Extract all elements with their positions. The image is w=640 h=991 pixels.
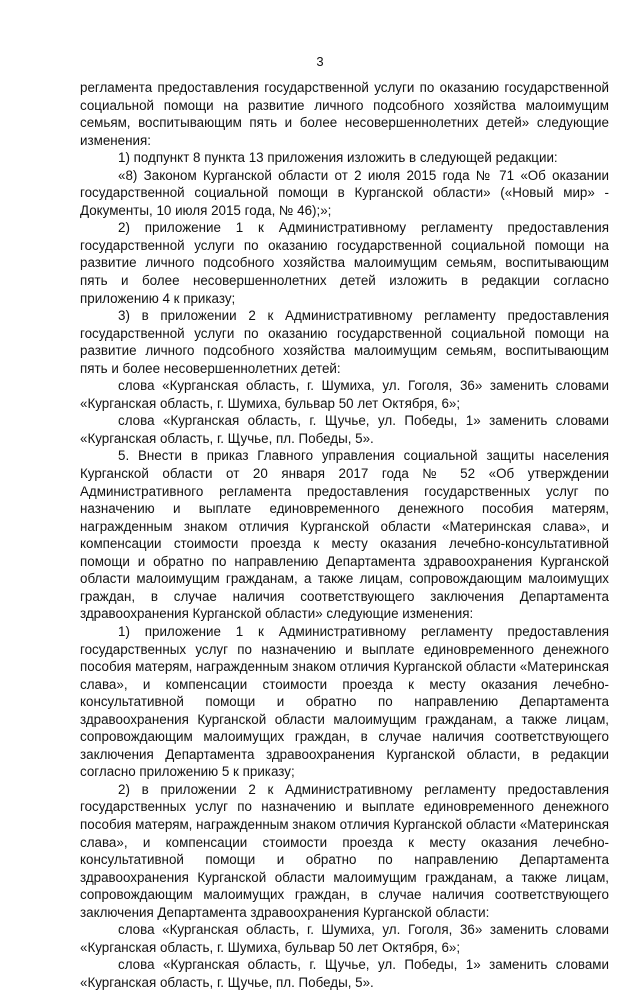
paragraph: 1) приложение 1 к Административному регламенту предоставления государственных услуг по назначению и выплате единовременного денежного пособия матерям, награжденным знаком отличия Курганской области «Материнская слава», и компенсации стоимости проезда к месту оказания лечебно-консультативной помощи и обратно по направлению Департамента здравоохранения Курганской области малоимущим гражданам, а также лицам, сопровождающим малоимущих граждан, в случае наличия соответствующего заключения Департамента здравоохранения Курганской области, в редакции согласно приложению 5 к приказу; xyxy=(80,623,609,780)
paragraph: 2) в приложении 2 к Административному регламенту предоставления государственных услуг по назначению и выплате единовременного денежного пособия матерям, награжденным знаком отличия Курганской области «Материнская слава», и компенсации стоимости проезда к месту оказания лечебно-консультативной помощи и обратно по направлению Департамента здравоохранения Курганской области малоимущим гражданам, а также лицам, сопровождающим малоимущих граждан, в случае наличия соответствующего заключения Департамента здравоохранения Курганской области: xyxy=(80,781,609,920)
paragraph: регламента предоставления государственной услуги по оказанию государственной социальной помощи на развитие личного подсобного хозяйства малоимущим семьям, воспитывающим пять и более несовершеннолетних детей» следующие изменения: xyxy=(80,80,609,148)
paragraph: 5. Внести в приказ Главного управления социальной защиты населения Курганской области от 20 января 2017 года № 52 «Об утверждении Административного регламента предоставления государственных услуг по назначению и выплате единовременного денежного пособия матерям, награжденным знаком отличия Курганской области «Материнская слава», и компенсации стоимости проезда к месту оказания лечебно-консультативной помощи и обратно по направлению Департамента здравоохранения Курганской области малоимущим гражданам, а также лицам, сопровождающим малоимущих граждан, в случае наличия соответствующего заключения Департамента здравоохранения Курганской области» следующие изменения: xyxy=(80,448,609,622)
paragraph: слова «Курганская область, г. Шумиха, ул. Гоголя, 36» заменить словами «Курганская область, г. Шумиха, бульвар 50 лет Октября, 6»; xyxy=(80,378,609,411)
paragraph: 2) приложение 1 к Административному регламенту предоставления государственной услуги по оказанию государственной социальной помощи на развитие личного подсобного хозяйства малоимущим семьям, воспитывающим пять и более несовершеннолетних детей изложить в редакции согласно приложению 4 к приказу; xyxy=(80,220,609,306)
paragraph: «8) Законом Курганской области от 2 июля 2015 года № 71 «Об оказании государственной социальной помощи в Курганской области» («Новый мир» - Документы, 10 июля 2015 года, № 46);»; xyxy=(80,167,609,218)
document-body xyxy=(80,79,609,991)
paragraph: слова «Курганская область, г. Щучье, ул. Победы, 1» заменить словами «Курганская область, г. Щучье, пл. Победы, 5». xyxy=(80,413,609,446)
paragraph: 1) подпункт 8 пункта 13 приложения изложить в следующей редакции: xyxy=(118,150,558,166)
paragraph: слова «Курганская область, г. Щучье, ул. Победы, 1» заменить словами «Курганская область, г. Щучье, пл. Победы, 5». xyxy=(80,957,609,990)
page-number: 3 xyxy=(316,54,324,69)
paragraph: слова «Курганская область, г. Шумиха, ул. Гоголя, 36» заменить словами «Курганская область, г. Шумиха, бульвар 50 лет Октября, 6»; xyxy=(80,922,609,955)
paragraph: 3) в приложении 2 к Административному регламенту предоставления государственной услуги по оказанию государственной социальной помощи на развитие личного подсобного хозяйства малоимущим семьям, воспитывающим пять и более несовершеннолетних детей: xyxy=(80,308,609,376)
